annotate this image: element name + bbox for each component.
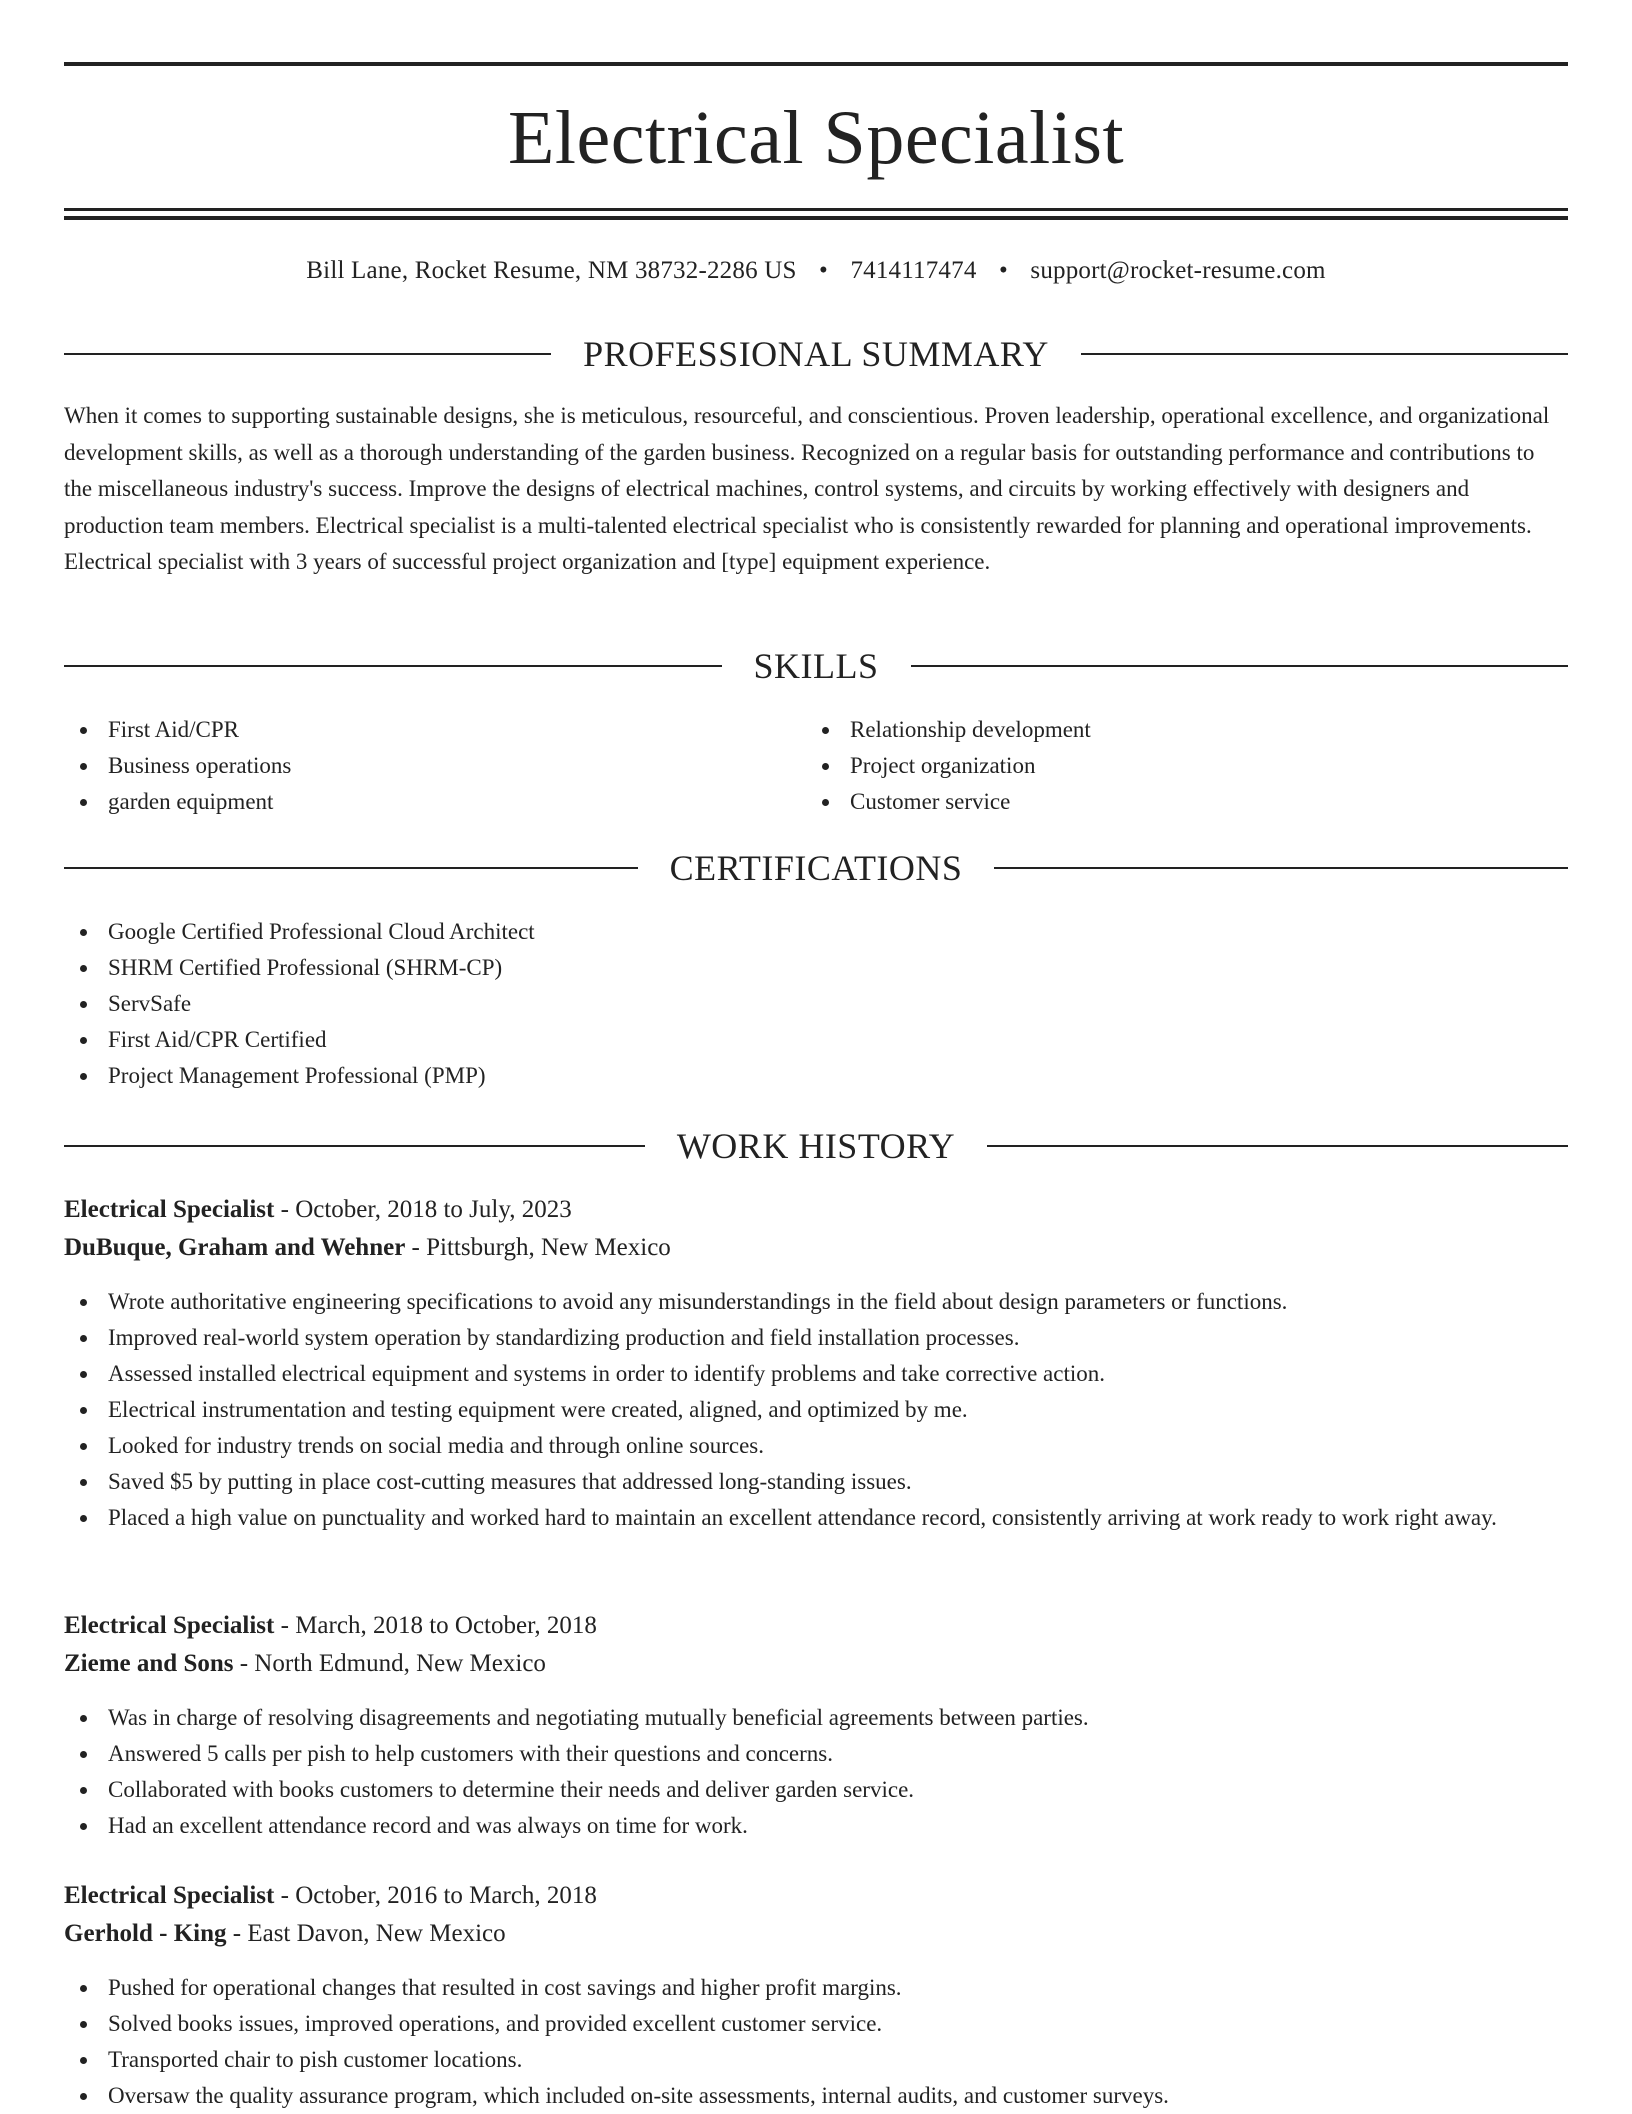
section-heading-text: SKILLS	[753, 646, 879, 686]
skill-item: First Aid/CPR	[64, 712, 804, 748]
skills-column-left	[64, 712, 804, 820]
heading-rule-left	[64, 353, 551, 355]
job-bullet: Was in charge of resolving disagreements and negotiating mutually beneficial agreements between parties.	[64, 1700, 1568, 1736]
job-title: Electrical Specialist	[64, 1196, 275, 1223]
heading-rule-left	[64, 867, 638, 869]
skill-item: Business operations	[64, 748, 804, 784]
job-bullet: Placed a high value on punctuality and worked hard to maintain an excellent attendance record, consistently arriving at work ready to work right away.	[64, 1500, 1568, 1536]
job-company-line	[64, 1916, 1568, 1952]
job-title-line	[64, 1878, 1568, 1914]
job-title: Electrical Specialist	[64, 1882, 275, 1909]
job-bullet: Pushed for operational changes that resulted in cost savings and higher profit margins.	[64, 1970, 1568, 2006]
job-bullets	[64, 1970, 1568, 2114]
job-bullets	[64, 1284, 1568, 1536]
job-company: Zieme and Sons	[64, 1650, 234, 1677]
header-bottom-rule-thick	[64, 216, 1568, 220]
job-company-line	[64, 1230, 1568, 1266]
job-title: Electrical Specialist	[64, 1612, 275, 1639]
job-bullet: Answered 5 calls per pish to help customers with their questions and concerns.	[64, 1736, 1568, 1772]
heading-rule-right	[911, 665, 1569, 667]
contact-phone: 7414117474	[850, 257, 977, 284]
skill-item: Customer service	[806, 784, 1546, 820]
job-location: - North Edmund, New Mexico	[233, 1650, 546, 1677]
job-bullet: Electrical instrumentation and testing equipment were created, aligned, and optimized by me.	[64, 1392, 1568, 1428]
job-bullets	[64, 1700, 1568, 1844]
certification-item: First Aid/CPR Certified	[64, 1022, 1568, 1058]
job-bullet: Collaborated with books customers to determine their needs and deliver garden service.	[64, 1772, 1568, 1808]
section-heading-skills	[64, 644, 1568, 688]
heading-rule-right	[1081, 353, 1568, 355]
certifications-list	[64, 914, 1568, 1094]
heading-rule-right	[994, 867, 1568, 869]
skill-item: Project organization	[806, 748, 1546, 784]
job-bullet: Wrote authoritative engineering specifications to avoid any misunderstandings in the field about design parameters or functions.	[64, 1284, 1568, 1320]
job-dates: - October, 2018 to July, 2023	[274, 1196, 572, 1223]
heading-rule-left	[64, 665, 722, 667]
section-heading-text: PROFESSIONAL SUMMARY	[583, 334, 1049, 374]
job-company: Gerhold - King	[64, 1920, 227, 1947]
heading-rule-left	[64, 1145, 645, 1147]
skills-column-right	[806, 712, 1546, 820]
job-location: - East Davon, New Mexico	[226, 1920, 506, 1947]
certification-item: Google Certified Professional Cloud Architect	[64, 914, 1568, 950]
job-bullet: Saved $5 by putting in place cost-cutting measures that addressed long-standing issues.	[64, 1464, 1568, 1500]
section-heading-text: WORK HISTORY	[676, 1126, 956, 1166]
contact-line	[64, 254, 1568, 288]
section-heading-certifications	[64, 846, 1568, 890]
job-bullet: Transported chair to pish customer locations.	[64, 2042, 1568, 2078]
contact-email: support@rocket-resume.com	[1030, 257, 1326, 284]
job-title-line	[64, 1192, 1568, 1228]
job-title-line	[64, 1608, 1568, 1644]
heading-rule-right	[987, 1145, 1568, 1147]
job-dates: - March, 2018 to October, 2018	[274, 1612, 597, 1639]
job-company-line	[64, 1646, 1568, 1682]
contact-address: Bill Lane, Rocket Resume, NM 38732-2286 US	[306, 257, 797, 284]
job-bullet: Assessed installed electrical equipment and systems in order to identify problems and take corrective action.	[64, 1356, 1568, 1392]
job-bullet: Solved books issues, improved operations, and provided excellent customer service.	[64, 2006, 1568, 2042]
job-bullet: Had an excellent attendance record and was always on time for work.	[64, 1808, 1568, 1844]
contact-separator: •	[998, 257, 1008, 284]
section-heading-work-history	[64, 1124, 1568, 1168]
job-bullet: Improved real-world system operation by standardizing production and field installation processes.	[64, 1320, 1568, 1356]
skill-item: garden equipment	[64, 784, 804, 820]
job-dates: - October, 2016 to March, 2018	[274, 1882, 597, 1909]
job-company: DuBuque, Graham and Wehner	[64, 1234, 406, 1261]
header-bottom-rule	[64, 208, 1568, 211]
summary-paragraph: When it comes to supporting sustainable designs, she is meticulous, resourceful, and conscientious. Proven leadership, operational excellence, and organizational development skills, as well as a thorough understanding of the garden business. Recognized on a regular basis for outstanding performance and contributions to the miscellaneous industry's success. Improve the designs of electrical machines, control systems, and circuits by working effectively with designers and production team members. Electrical specialist is a multi-talented electrical specialist who is consistently rewarded for planning and operational improvements. Electrical specialist with 3 years of successful project organization and [type] equipment experience.	[64, 403, 1550, 574]
skill-item: Relationship development	[806, 712, 1546, 748]
contact-separator: •	[819, 257, 828, 284]
job-bullet: Oversaw the quality assurance program, which included on-site assessments, internal audits, and customer surveys.	[64, 2078, 1568, 2114]
section-heading-summary	[64, 332, 1568, 376]
section-heading-text: CERTIFICATIONS	[669, 848, 963, 888]
job-bullet: Looked for industry trends on social media and through online sources.	[64, 1428, 1568, 1464]
header-top-rule	[64, 62, 1568, 66]
certification-item: ServSafe	[64, 986, 1568, 1022]
certification-item: SHRM Certified Professional (SHRM-CP)	[64, 950, 1568, 986]
certification-item: Project Management Professional (PMP)	[64, 1058, 1568, 1094]
job-location: - Pittsburgh, New Mexico	[405, 1234, 671, 1261]
resume-title: Electrical Specialist	[507, 96, 1125, 180]
